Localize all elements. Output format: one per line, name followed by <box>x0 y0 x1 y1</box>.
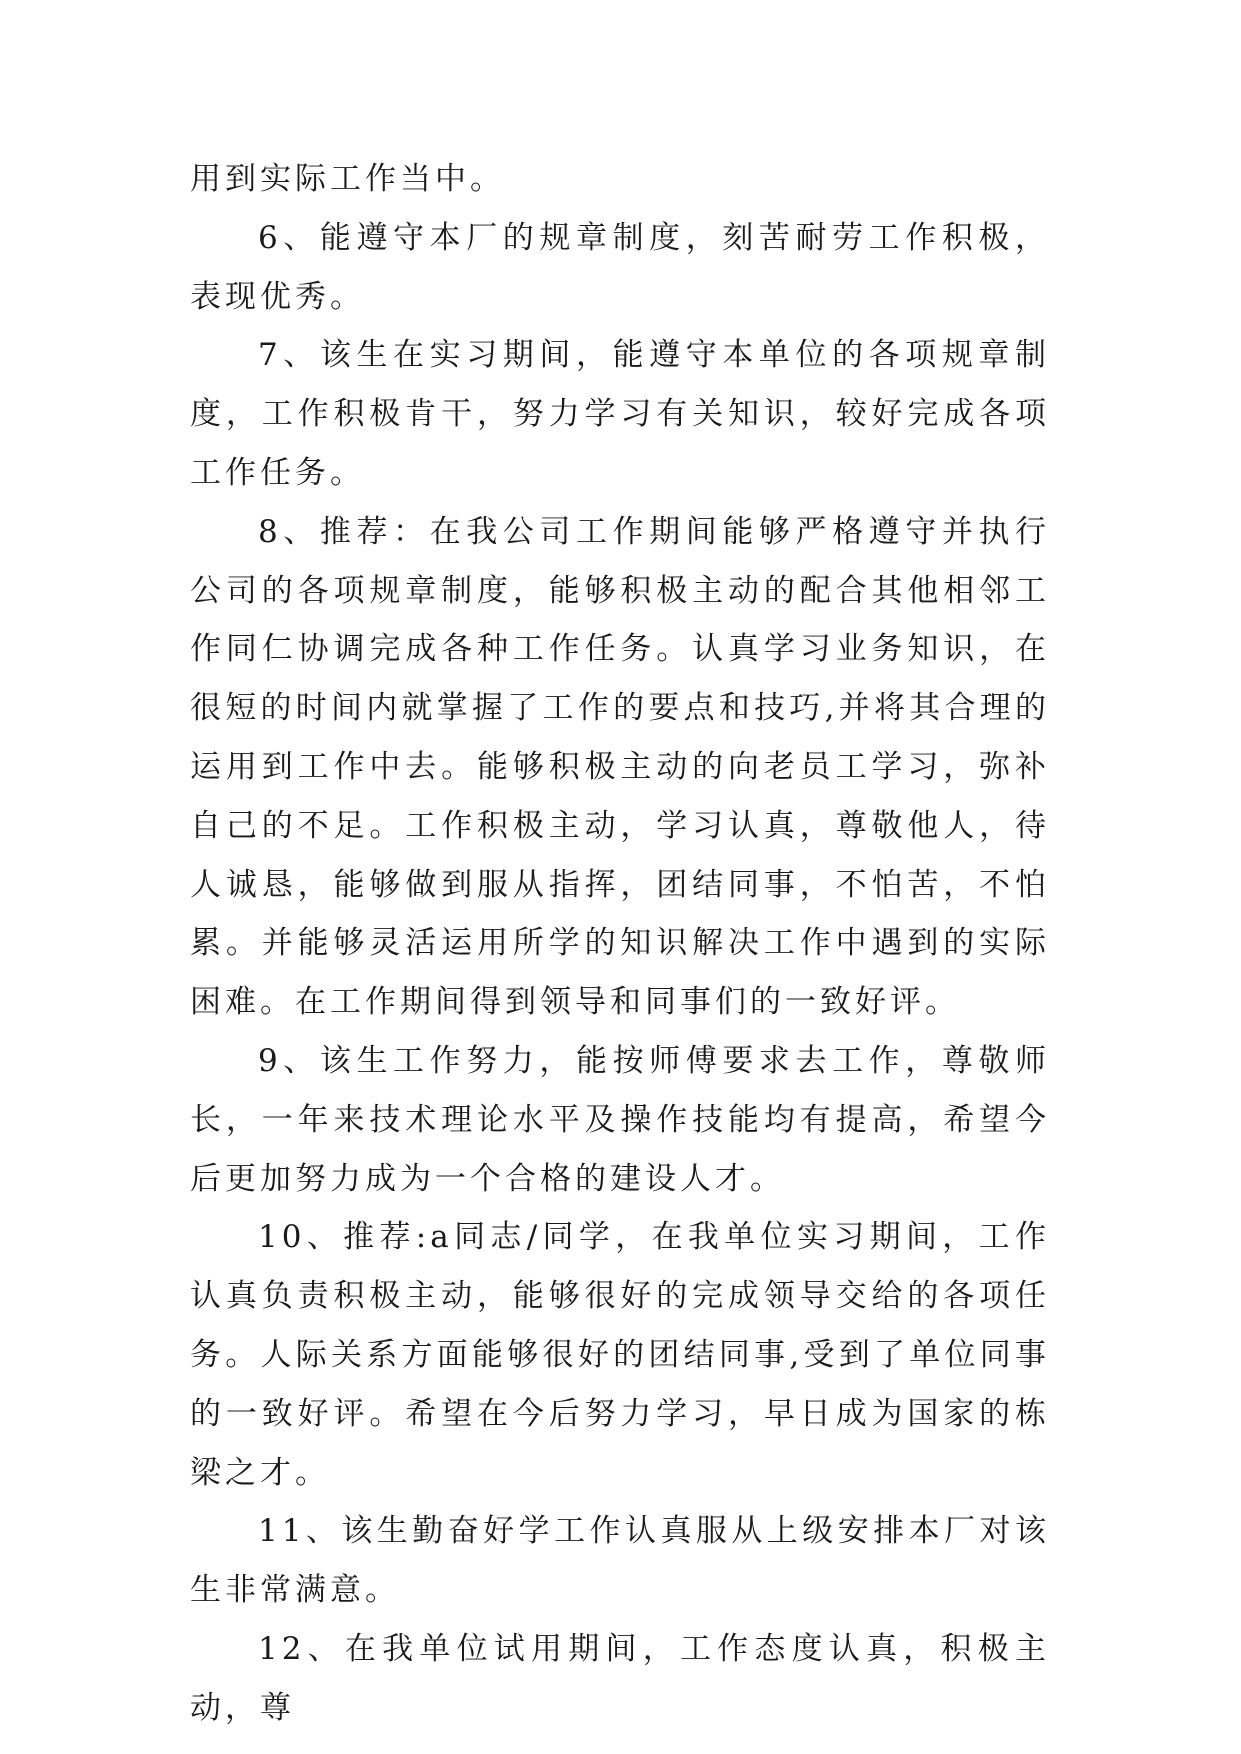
paragraph-item-8: 8、推荐：在我公司工作期间能够严格遵守并执行公司的各项规章制度，能够积极主动的配合其他相邻工作同仁协调完成各种工作任务。认真学习业务知识，在很短的时间内就掌握了工作的要点和技巧,并将其合理的运用到工作中去。能够积极主动的向老员工学习，弥补自己的不足。工作积极主动，学习认真，尊敬他人，待人诚恳，能够做到服从指挥，团结同事，不怕苦，不怕累。并能够灵活运用所学的知识解决工作中遇到的实际困难。在工作期间得到领导和同事们的一致好评。 <box>190 513 1050 1021</box>
document-body <box>190 150 1050 1738</box>
paragraph-item-7: 7、该生在实习期间，能遵守本单位的各项规章制度，工作积极肯干，努力学习有关知识，较好完成各项工作任务。 <box>190 337 1050 491</box>
paragraph-item-9: 9、该生工作努力，能按师傅要求去工作，尊敬师长，一年来技术理论水平及操作技能均有提高，希望今后更加努力成为一个合格的建设人才。 <box>190 1042 1050 1197</box>
paragraph-item-12: 12、在我单位试用期间，工作态度认真，积极主动，尊 <box>190 1630 1050 1726</box>
paragraph-item-10: 10、推荐:a同志/同学，在我单位实习期间，工作认真负责积极主动，能够很好的完成领导交给的各项任务。人际关系方面能够很好的团结同事,受到了单位同事的一致好评。希望在今后努力学习，早日成为国家的栋梁之才。 <box>190 1219 1050 1491</box>
paragraph-item-11: 11、该生勤奋好学工作认真服从上级安排本厂对该生非常满意。 <box>190 1513 1050 1609</box>
paragraph-continuation: 用到实际工作当中。 <box>190 161 505 197</box>
paragraph-item-6: 6、能遵守本厂的规章制度，刻苦耐劳工作积极，表现优秀。 <box>190 219 1050 315</box>
